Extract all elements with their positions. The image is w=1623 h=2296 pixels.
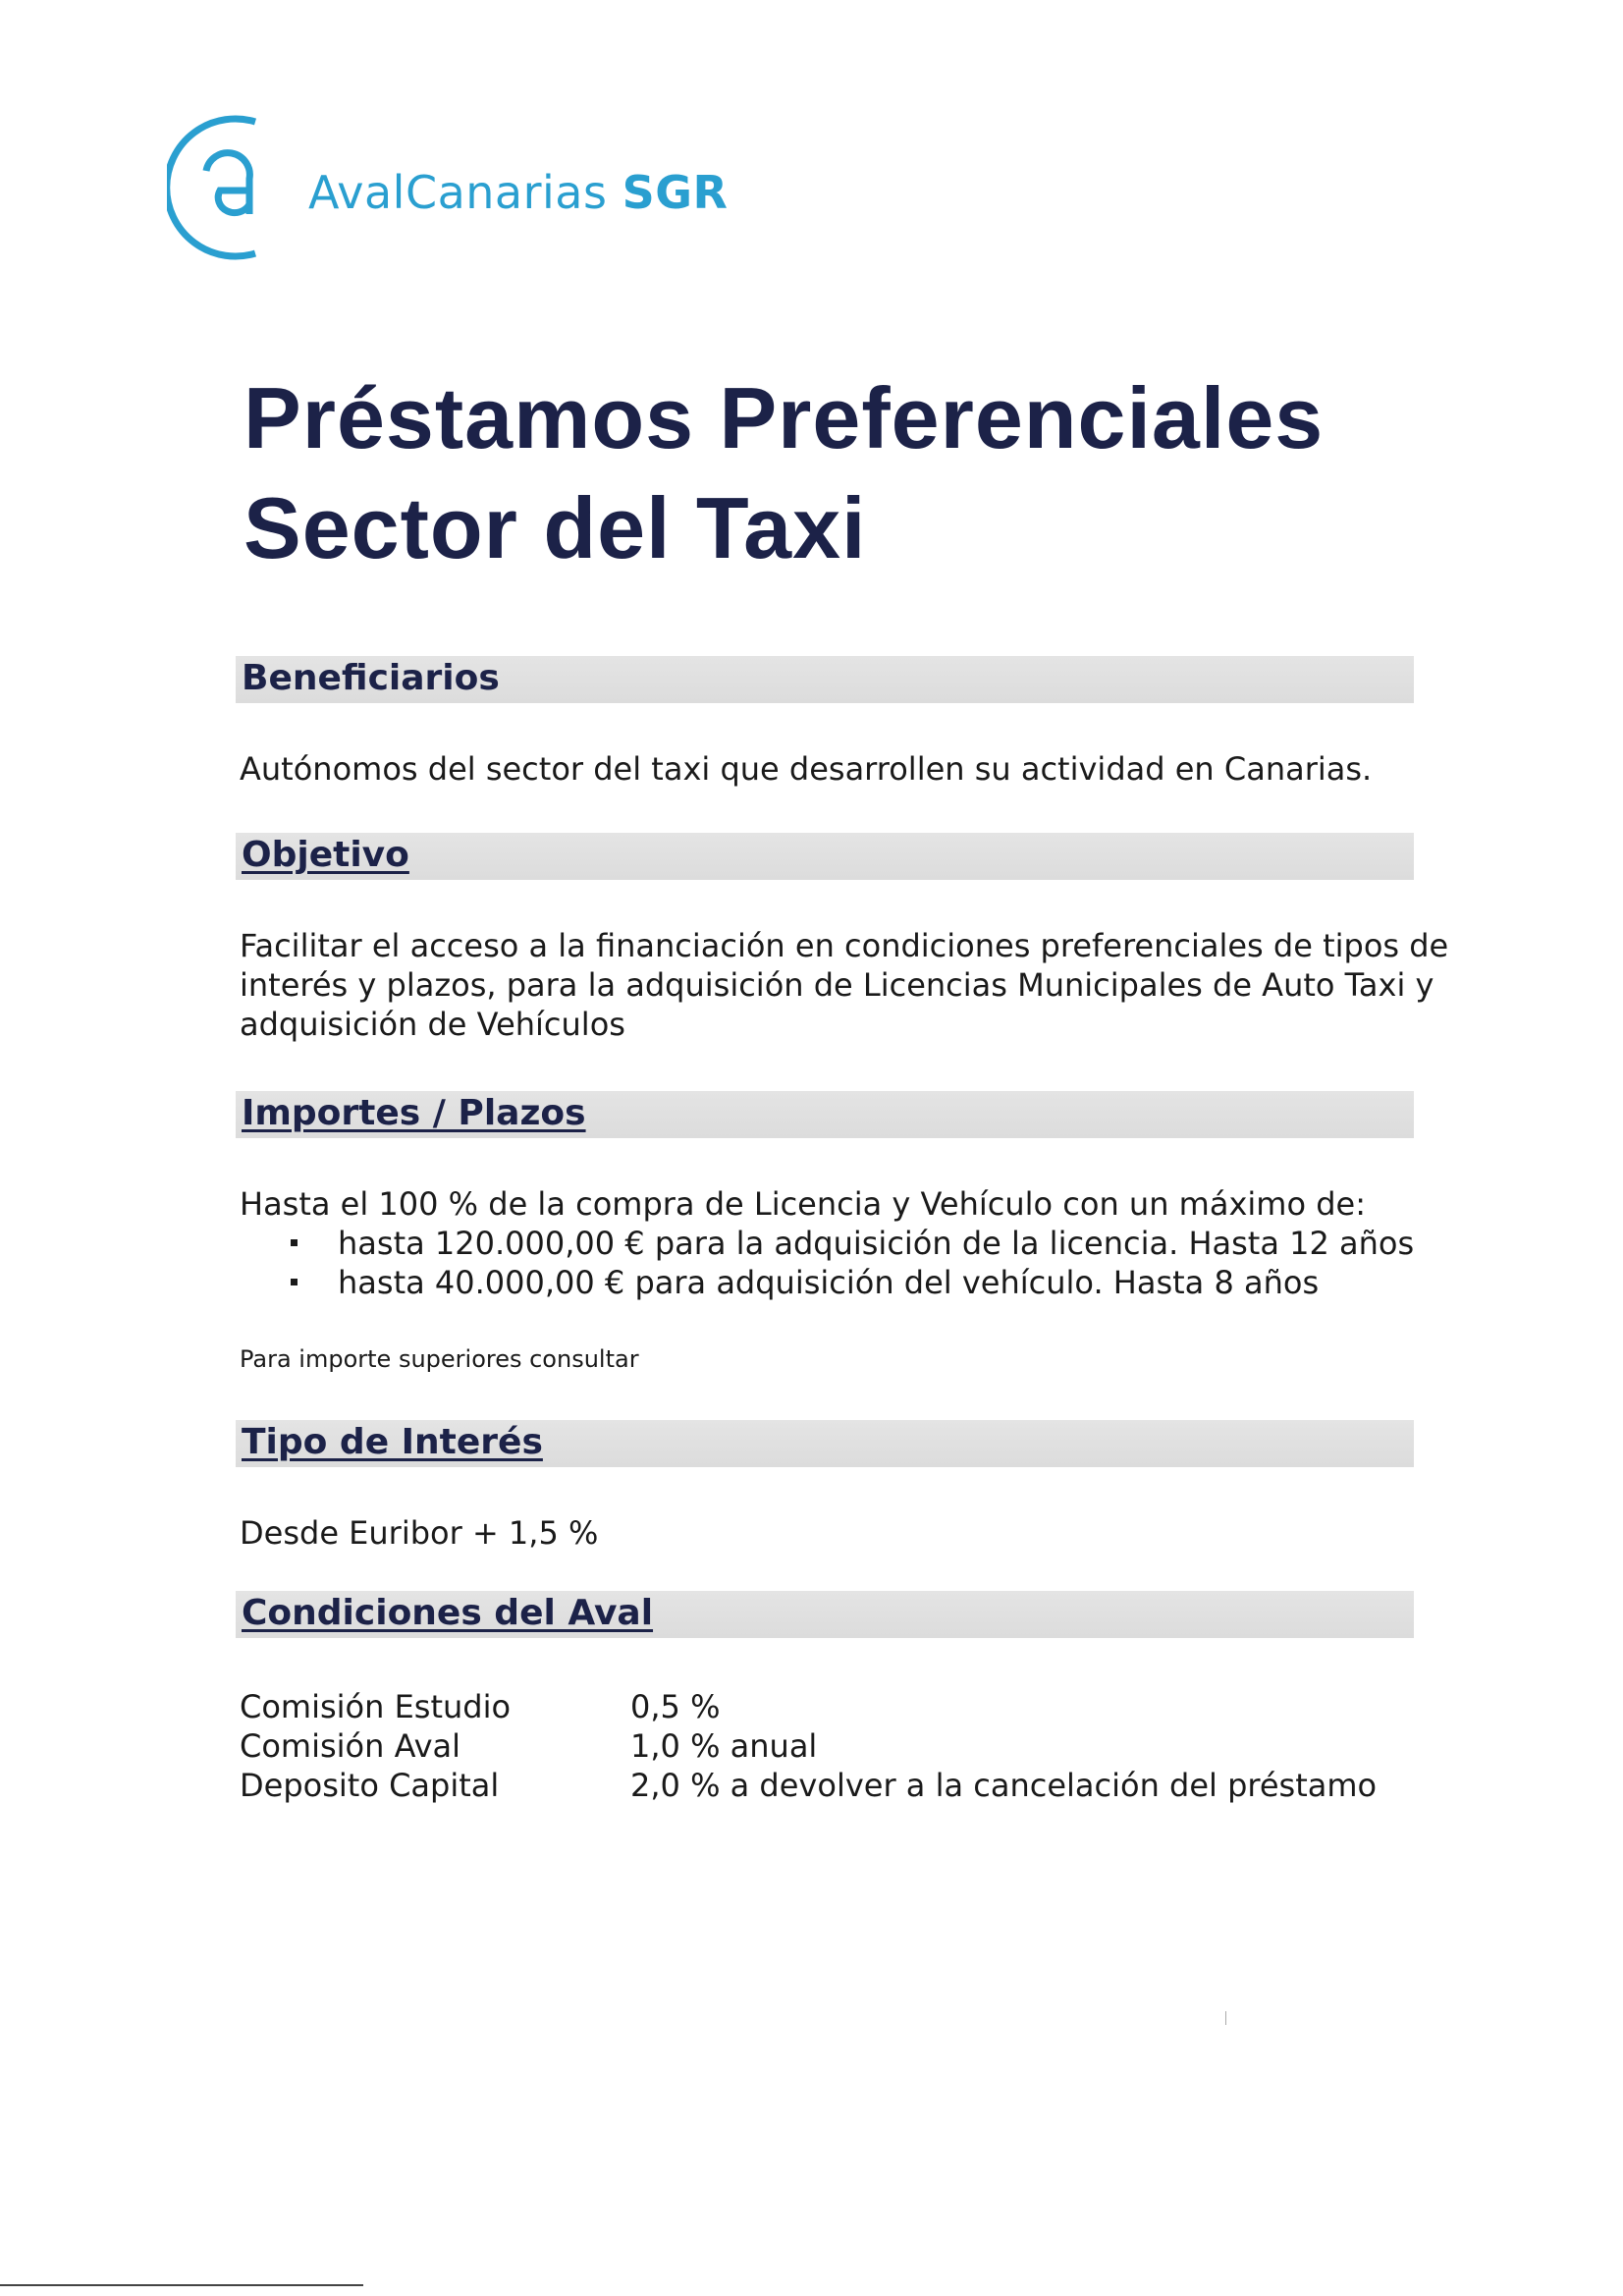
logo-wordmark (308, 166, 728, 219)
objetivo-text (240, 926, 1448, 1044)
list-item (291, 1263, 1414, 1302)
bullet-square-icon (291, 1279, 298, 1285)
section-heading-importes: Importes / Plazos (242, 1093, 586, 1133)
bullet-text: hasta 120.000,00 € para la adquisición de la licencia. Hasta 12 años (338, 1225, 1415, 1262)
title-line-1: Préstamos Preferenciales (243, 369, 1325, 466)
section-bar-objetivo (236, 833, 1414, 880)
beneficiarios-text: Autónomos del sector del taxi que desarrollen su actividad en Canarias. (240, 750, 1373, 788)
condition-value: 0,5 % (630, 1688, 721, 1725)
page-title (243, 363, 1324, 583)
objetivo-line: adquisición de Vehículos (240, 1006, 625, 1043)
company-logo (167, 110, 728, 265)
condition-value: 1,0 % anual (630, 1727, 818, 1765)
list-item (291, 1224, 1414, 1263)
bullet-square-icon (291, 1239, 298, 1246)
interes-text: Desde Euribor + 1,5 % (240, 1514, 599, 1552)
table-row (240, 1766, 1377, 1805)
importes-note: Para importe superiores consultar (240, 1345, 639, 1373)
importes-bullet-list (291, 1224, 1414, 1302)
condition-label: Comisión Estudio (240, 1688, 512, 1725)
bottom-divider (0, 2284, 363, 2286)
avalcanarias-logo-icon (167, 110, 275, 265)
objetivo-line: Facilitar el acceso a la financiación en condiciones preferenciales de tipos de (240, 927, 1449, 964)
bullet-text: hasta 40.000,00 € para adquisición del vehículo. Hasta 8 años (338, 1264, 1320, 1301)
condition-label: Comisión Aval (240, 1727, 461, 1765)
table-row (240, 1726, 1377, 1766)
logo-name-bold: SGR (622, 166, 729, 219)
logo-name-regular: AvalCanarias (308, 166, 608, 219)
condiciones-table (240, 1687, 1377, 1805)
condition-value: 2,0 % a devolver a la cancelación del préstamo (630, 1767, 1378, 1804)
table-row (240, 1687, 1377, 1726)
importes-intro: Hasta el 100 % de la compra de Licencia y Vehículo con un máximo de: (240, 1185, 1366, 1223)
section-heading-objetivo: Objetivo (242, 835, 409, 875)
objetivo-line: interés y plazos, para la adquisición de Licencias Municipales de Auto Taxi y (240, 966, 1434, 1004)
section-heading-interes: Tipo de Interés (242, 1422, 543, 1462)
section-heading-beneficiarios: Beneficiarios (242, 658, 500, 698)
condition-label: Deposito Capital (240, 1767, 500, 1804)
scan-artifact (1225, 2011, 1226, 2025)
section-heading-condiciones: Condiciones del Aval (242, 1593, 654, 1633)
title-line-2: Sector del Taxi (243, 479, 867, 576)
